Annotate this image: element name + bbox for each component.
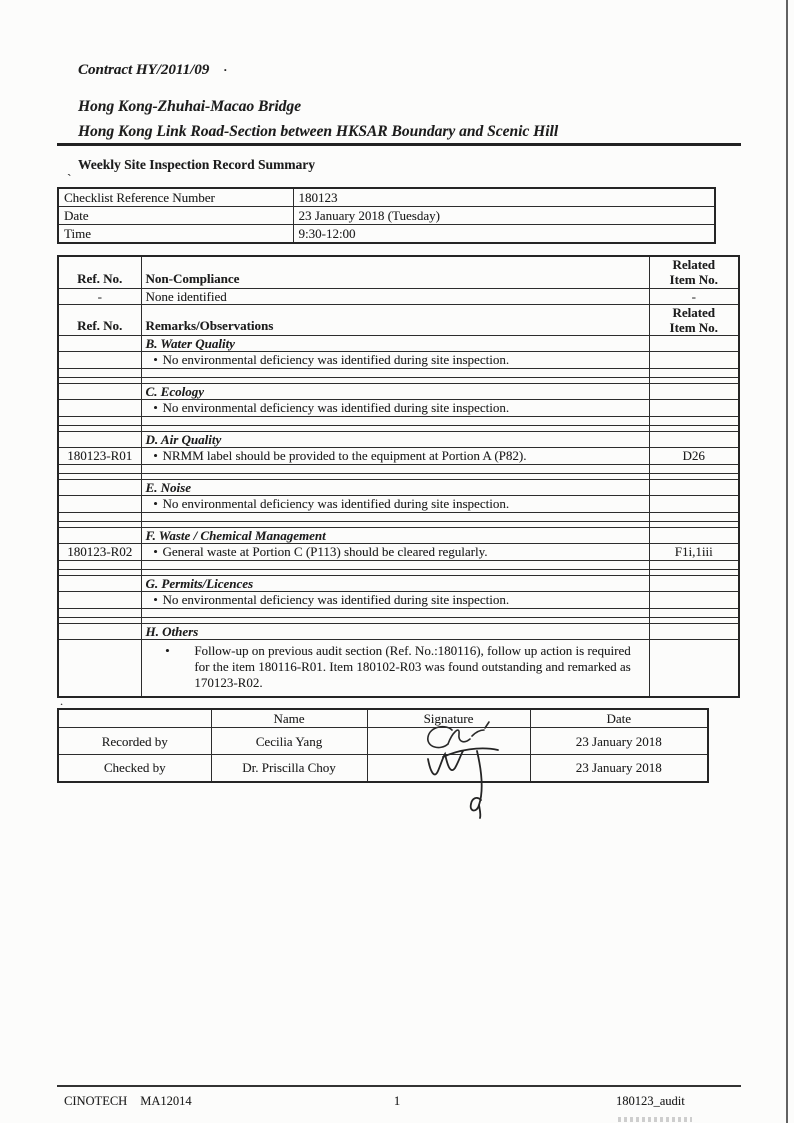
scan-artifact — [618, 1117, 692, 1122]
date-column-header: Date — [530, 709, 708, 728]
table-row — [58, 207, 715, 225]
ref-no-cell: 180123-R01 — [58, 447, 141, 464]
section-title-row — [58, 335, 739, 351]
section-title-cell: C. Ecology — [141, 383, 649, 399]
checklist-info-table — [57, 187, 716, 244]
section-item-row — [58, 447, 739, 464]
related-item-column-header: Related Item No. — [649, 256, 739, 288]
signoff-header-row — [58, 709, 708, 728]
section-title-row — [58, 527, 739, 543]
section-title-row — [58, 479, 739, 495]
ref-no-cell — [58, 399, 141, 416]
contract-number: Contract HY/2011/09 — [78, 62, 210, 78]
noncompliance-header-row — [58, 256, 739, 288]
ref-no-cell — [58, 639, 141, 697]
recorded-by-row — [58, 728, 708, 755]
remarks-cell: • Follow-up on previous audit section (Ref. No.:180116), follow up action is required for the item 180116-R01. Item 180102-R03 was found outstanding and remarked as 170123-R02. — [141, 639, 649, 697]
footer-code: MA12014 — [140, 1094, 192, 1108]
empty-row — [58, 608, 739, 617]
related-item-cell — [649, 591, 739, 608]
document-title: Weekly Site Inspection Record Summary — [78, 157, 315, 172]
noncompliance-column-header: Non-Compliance — [141, 256, 649, 288]
bullet-marker: • — [153, 352, 158, 367]
ref-no-cell — [58, 591, 141, 608]
bullet-marker: • — [153, 496, 158, 511]
bullet-marker: • — [153, 400, 158, 415]
name-column-header: Name — [211, 709, 367, 728]
empty-row — [58, 464, 739, 473]
related-item-cell: - — [649, 288, 739, 304]
remarks-cell: • No environmental deficiency was identified during site inspection. — [141, 591, 649, 608]
info-label: Checklist Reference Number — [58, 188, 293, 207]
related-item-cell — [649, 351, 739, 368]
inspection-record-table — [57, 255, 740, 698]
ref-no-cell: - — [58, 288, 141, 304]
remarks-cell: • No environmental deficiency was identified during site inspection. — [141, 351, 649, 368]
name-cell: Dr. Priscilla Choy — [211, 755, 367, 782]
stray-dot: . — [60, 694, 63, 708]
section-title-cell: H. Others — [141, 623, 649, 639]
signature-cell — [367, 728, 530, 755]
checked-by-row — [58, 755, 708, 782]
related-item-cell: F1i,1iii — [649, 543, 739, 560]
info-label: Date — [58, 207, 293, 225]
info-value: 23 January 2018 (Tuesday) — [293, 207, 715, 225]
info-label: Time — [58, 225, 293, 244]
stray-dot: · — [223, 63, 228, 77]
remarks-cell: • General waste at Portion C (P113) should be cleared regularly. — [141, 543, 649, 560]
signature-column-header: Signature — [367, 709, 530, 728]
remarks-cell: • No environmental deficiency was identified during site inspection. — [141, 495, 649, 512]
signature-cell — [367, 755, 530, 782]
related-item-cell — [649, 399, 739, 416]
section-title-cell: G. Permits/Licences — [141, 575, 649, 591]
name-cell: Cecilia Yang — [211, 728, 367, 755]
related-item-cell — [649, 639, 739, 697]
info-value: 9:30-12:00 — [293, 225, 715, 244]
section-title-cell: B. Water Quality — [141, 335, 649, 351]
section-title-row — [58, 431, 739, 447]
empty-row — [58, 368, 739, 377]
footer-org: CINOTECH — [64, 1094, 128, 1108]
empty-row — [58, 512, 739, 521]
empty-row — [58, 560, 739, 569]
bullet-marker: • — [153, 448, 158, 463]
noncompliance-cell: None identified — [141, 288, 649, 304]
project-title-line2: Hong Kong Link Road-Section between HKSAR Boundary and Scenic Hill — [78, 123, 559, 140]
remarks-cell: • NRMM label should be provided to the equipment at Portion A (P82). — [141, 447, 649, 464]
contract-number-line — [78, 62, 227, 79]
signoff-table — [57, 708, 709, 783]
section-title-cell: D. Air Quality — [141, 431, 649, 447]
bullet-marker: • — [165, 642, 170, 658]
stray-tick-mark: ` — [67, 171, 72, 186]
ref-no-cell: 180123-R02 — [58, 543, 141, 560]
role-cell: Recorded by — [58, 728, 211, 755]
role-cell: Checked by — [58, 755, 211, 782]
section-title-cell: E. Noise — [141, 479, 649, 495]
section-item-row — [58, 495, 739, 512]
table-row — [58, 188, 715, 207]
noncompliance-row — [58, 288, 739, 304]
bullet-marker: • — [153, 592, 158, 607]
remarks-cell: • No environmental deficiency was identified during site inspection. — [141, 399, 649, 416]
section-item-row — [58, 591, 739, 608]
section-item-row — [58, 639, 739, 697]
remarks-column-header: Remarks/Observations — [141, 304, 649, 335]
ref-no-column-header: Ref. No. — [58, 256, 141, 288]
header-divider-rule — [57, 143, 741, 146]
section-item-row — [58, 543, 739, 560]
section-title-row — [58, 623, 739, 639]
empty-row — [58, 416, 739, 425]
date-cell: 23 January 2018 — [530, 755, 708, 782]
page-number: 1 — [393, 1094, 401, 1108]
ref-no-cell — [58, 351, 141, 368]
date-cell: 23 January 2018 — [530, 728, 708, 755]
section-item-row — [58, 399, 739, 416]
section-title-row — [58, 383, 739, 399]
project-title-line1: Hong Kong-Zhuhai-Macao Bridge — [78, 98, 302, 115]
section-title-cell: F. Waste / Chemical Management — [141, 527, 649, 543]
related-item-cell: D26 — [649, 447, 739, 464]
scan-border-line — [786, 0, 788, 1123]
table-row — [58, 225, 715, 244]
ref-no-cell — [58, 495, 141, 512]
related-item-cell — [649, 495, 739, 512]
footer-doc-ref: 180123_audit — [616, 1094, 685, 1108]
section-title-row — [58, 575, 739, 591]
info-value: 180123 — [293, 188, 715, 207]
section-item-row — [58, 351, 739, 368]
ref-no-column-header: Ref. No. — [58, 304, 141, 335]
remarks-header-row — [58, 304, 739, 335]
empty-header-cell — [58, 709, 211, 728]
related-item-column-header: Related Item No. — [649, 304, 739, 335]
footer-divider-rule — [57, 1085, 741, 1087]
bullet-marker: • — [153, 544, 158, 559]
